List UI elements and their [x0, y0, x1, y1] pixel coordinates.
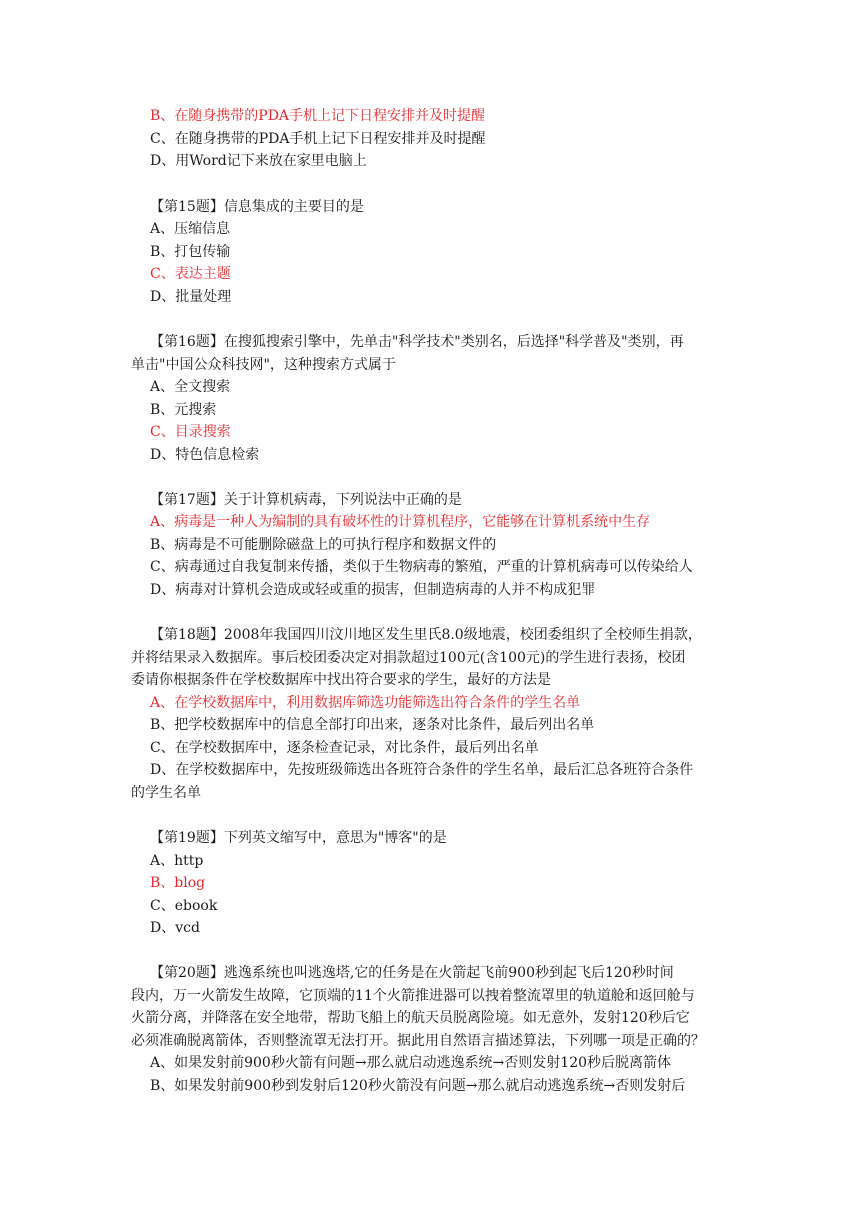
q14-option-b: B、在随身携带的PDA手机上记下日程安排并及时提醒: [150, 108, 486, 124]
q18-option-b: B、把学校数据库中的信息全部打印出来，逐条对比条件，最后列出名单: [150, 717, 595, 733]
q20-option-b: B、如果发射前900秒到发射后120秒火箭没有问题→那么就启动逃逸系统→否则发射后: [150, 1078, 686, 1094]
q16-option-c: C、目录搜索: [150, 424, 231, 440]
q15-option-c: C、表达主题: [150, 266, 231, 282]
q18-stem-line2: 并将结果录入数据库。事后校团委决定对捐款超过100元(含100元)的学生进行表扬，校团: [131, 650, 686, 666]
q20-option-a: A、如果发射前900秒火箭有问题→那么就启动逃逸系统→否则发射120秒后脱离箭体: [150, 1055, 672, 1071]
q15-option-a: A、压缩信息: [150, 221, 231, 237]
q18-option-a: A、在学校数据库中，利用数据库筛选功能筛选出符合条件的学生名单: [150, 695, 581, 711]
q18-option-c: C、在学校数据库中，逐条检查记录，对比条件，最后列出名单: [150, 740, 539, 756]
q16-option-b: B、元搜索: [150, 402, 217, 418]
q19-option-c: C、ebook: [150, 898, 218, 914]
q14-option-d: D、用Word记下来放在家里电脑上: [150, 153, 367, 169]
q17-option-a: A、病毒是一种人为编制的具有破坏性的计算机程序，它能够在计算机系统中生存: [150, 514, 651, 530]
q17-option-b: B、病毒是不可能删除磁盘上的可执行程序和数据文件的: [150, 537, 497, 553]
q18-stem-line1: 【第18题】2008年我国四川汶川地区发生里氏8.0级地震，校团委组织了全校师生捐款，: [150, 627, 702, 643]
q15-option-d: D、批量处理: [150, 289, 232, 305]
q16-option-d: D、特色信息检索: [150, 447, 260, 463]
q17-stem: 【第17题】关于计算机病毒，下列说法中正确的是: [150, 492, 462, 508]
q15-stem: 【第15题】信息集成的主要目的是: [150, 199, 364, 215]
q15-option-b: B、打包传输: [150, 244, 231, 260]
q17-option-c: C、病毒通过自我复制来传播，类似于生物病毒的繁殖，严重的计算机病毒可以传染给人: [150, 559, 693, 575]
q20-stem-line3: 火箭分离，并降落在安全地带，帮助飞船上的航天员脱离险境。如无意外，发射120秒后它: [131, 1010, 690, 1026]
q19-option-d: D、vcd: [150, 920, 200, 936]
q20-stem-line1: 【第20题】逃逸系统也叫逃逸塔,它的任务是在火箭起飞前900秒到起飞后120秒时间: [150, 965, 674, 981]
q18-option-d-line2: 的学生名单: [131, 785, 201, 801]
q16-stem-line2: 单击"中国公众科技网"，这种搜索方式属于: [131, 357, 396, 373]
q18-option-d-line1: D、在学校数据库中，先按班级筛选出各班符合条件的学生名单，最后汇总各班符合条件: [150, 762, 694, 778]
q20-stem-line2: 段内，万一火箭发生故障，它顶端的11个火箭推进器可以拽着整流罩里的轨道舱和返回舱与: [131, 988, 695, 1004]
q19-option-a: A、http: [150, 853, 204, 869]
q14-option-c: C、在随身携带的PDA手机上记下日程安排并及时提醒: [150, 131, 486, 147]
q17-option-d: D、病毒对计算机会造成或轻或重的损害，但制造病毒的人并不构成犯罪: [150, 582, 596, 598]
q19-option-b: B、blog: [150, 875, 206, 891]
q18-stem-line3: 委请你根据条件在学校数据库中找出符合要求的学生，最好的方法是: [131, 672, 551, 688]
q16-stem-line1: 【第16题】在搜狐搜索引擎中，先单击"科学技术"类别名，后选择"科学普及"类别，再: [150, 334, 684, 350]
q16-option-a: A、全文搜索: [150, 379, 231, 395]
q20-stem-line4: 必须准确脱离箭体，否则整流罩无法打开。据此用自然语言描述算法，下列哪一项是正确的？: [131, 1033, 705, 1049]
q19-stem: 【第19题】下列英文缩写中，意思为"博客"的是: [150, 830, 447, 846]
